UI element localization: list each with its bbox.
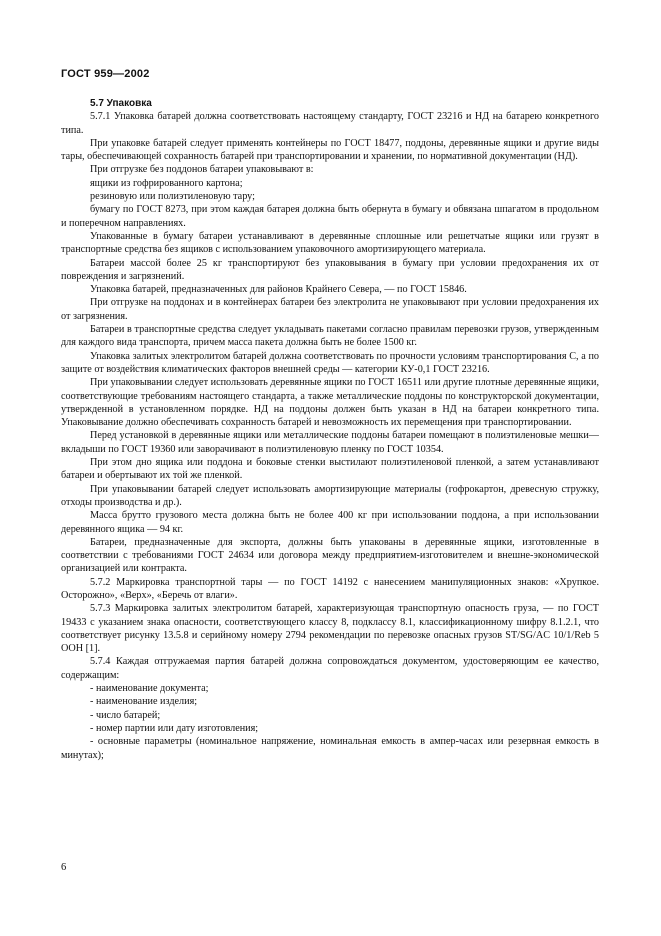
paragraph: При упаковывании следует использовать деревянные ящики по ГОСТ 16511 или другие плотные деревянные ящики, соответствующие требованиям настоящего стандарта, а также металлические поддоны по конструкторской документации, утвержденной в установленном порядке. НД на поддоны должен быть указан в НД на батареи конкретного типа. Упаковывание должно обеспечивать сохранность батарей и невозможность их перемещения при транспортировании. — [61, 377, 599, 429]
list-item: - число батарей; — [90, 709, 161, 721]
list-item: резиновую или полиэтиленовую тару; — [90, 191, 255, 203]
paragraph: При упаковке батарей следует применять контейнеры по ГОСТ 18477, поддоны, деревянные ящики и другие виды тары, обеспечивающей сохранность батарей при транспортировании и хранении, по нормативной документации (НД). — [61, 137, 599, 163]
paragraph: 5.7.2 Маркировка транспортной тары — по ГОСТ 14192 с нанесением манипуляционных знаков: «Хрупкое. Осторожно», «Верх», «Беречь от влаги». — [61, 576, 599, 601]
document-body — [61, 97, 599, 762]
list-item: - основные параметры (номинальное напряжение, номинальная емкость в ампер-часах или резервная емкость в минутах); — [61, 736, 599, 761]
paragraph: Упаковка залитых электролитом батарей должна соответствовать по прочности условиям транспортирования С, а по защите от воздействия климатических факторов внешней среды — категории КУ-0,1 ГОСТ 23216. — [61, 350, 599, 375]
paragraph: Батареи в транспортные средства следует укладывать пакетами согласно правилам перевозки грузов, утвержденным для каждого вида транспорта, причем масса пакета должна быть не более 1500 кг. — [61, 324, 599, 349]
paragraph: Масса брутто грузового места должна быть не более 400 кг при использовании поддона, а при использовании деревянного ящика — 94 кг. — [61, 510, 599, 535]
list-item: бумагу по ГОСТ 8273, при этом каждая батарея должна быть обернута в бумагу и обвязана шпагатом в продольном и поперечном направлениях. — [61, 204, 599, 229]
paragraph: Упаковка батарей, предназначенных для районов Крайнего Севера, — по ГОСТ 15846. — [90, 284, 467, 296]
paragraph: При отгрузке без поддонов батареи упаковывают в: — [90, 164, 314, 176]
list-item: - наименование изделия; — [90, 696, 198, 708]
paragraph: 5.7.3 Маркировка залитых электролитом батарей, характеризующая транспортную опасность груза, — по ГОСТ 19433 с указанием знака опасности, соответствующего классу 8, подклассу 8.1, классификационному шифру 8.1.2.1, что соответствует рисунку 13.5.8 и серийному номеру 2794 рекомендации по перевозке опасных грузов ST/SG/AC 10/1/Reb 5 ООН [1]. — [61, 603, 599, 655]
paragraph: Перед установкой в деревянные ящики или металлические поддоны батареи помещают в полиэтиленовые мешки—вкладыши по ГОСТ 19360 или заворачивают в полиэтиленовую пленку по ГОСТ 10354. — [61, 430, 599, 455]
paragraph: При этом дно ящика или поддона и боковые стенки выстилают полиэтиленовой пленкой, а затем устанавливают батареи и обертывают их той же пленкой. — [61, 457, 599, 482]
paragraph: Батареи массой более 25 кг транспортируют без упаковывания в бумагу при условии предохранения их от повреждения и загрязнений. — [61, 257, 599, 282]
paragraph: При отгрузке на поддонах и в контейнерах батареи без электролита не упаковывают при условии предохранения их от загрязнения. — [61, 297, 599, 322]
paragraph: Упакованные в бумагу батареи устанавливают в деревянные сплошные или решетчатые ящики или грузят в транспортные средства без ящиков с использованием упаковочного амортизирующего материала. — [61, 230, 599, 256]
paragraph: 5.7.4 Каждая отгружаемая партия батарей должна сопровождаться документом, удостоверяющим ее качество, содержащим: — [61, 656, 599, 681]
document-header: ГОСТ 959—2002 — [61, 68, 150, 80]
paragraph: При упаковывании батарей следует использовать амортизирующие материалы (гофрокартон, древесную стружку, отходы производства и др.). — [61, 483, 599, 508]
list-item: - наименование документа; — [90, 683, 209, 695]
paragraph: Батареи, предназначенные для экспорта, должны быть упакованы в деревянные ящики, изготовленные в соответствии с требованиями ГОСТ 24634 или договора между предприятием-изготовителем и внешне-экономической организацией или контракта. — [61, 536, 599, 575]
section-title: 5.7 Упаковка — [90, 98, 152, 109]
paragraph: 5.7.1 Упаковка батарей должна соответствовать настоящему стандарту, ГОСТ 23216 и НД на батарею конкретного типа. — [61, 111, 599, 136]
list-item: - номер партии или дату изготовления; — [90, 722, 259, 734]
page-number: 6 — [61, 862, 67, 873]
list-item: ящики из гофрированного картона; — [90, 177, 243, 189]
